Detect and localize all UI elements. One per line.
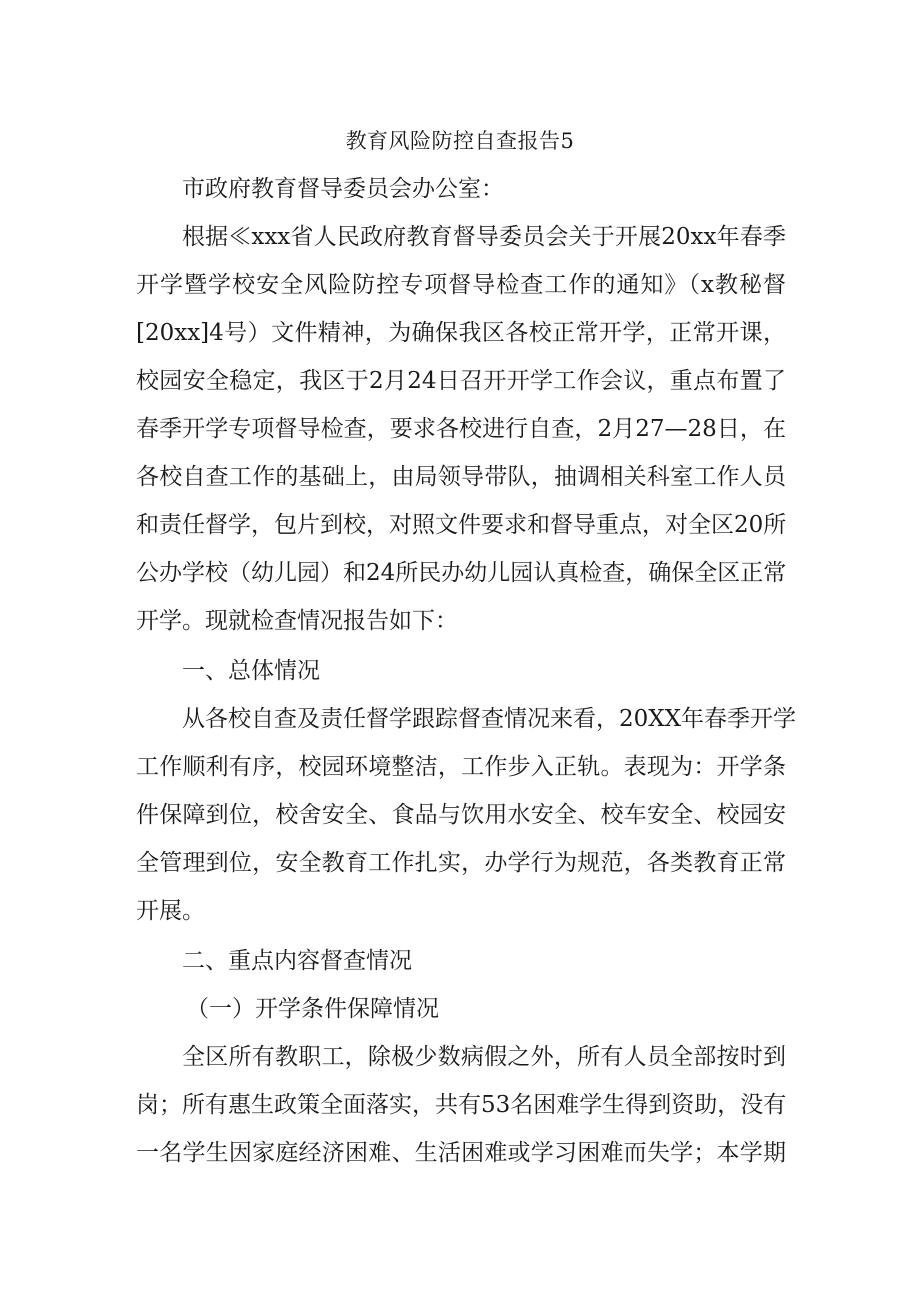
paragraph-line: 全区所有教职工，除极少数病假之外，所有人员全部按时到	[182, 1044, 786, 1070]
paragraph-line: [20xx]4号）文件精神，为确保我区各校正常开学，正常开课，	[136, 320, 786, 346]
paragraph-line: 春季开学专项督导检查，要求各校进行自查，2月27—28日，在	[136, 416, 786, 442]
paragraph-line: 全管理到位，安全教育工作扎实，办学行为规范，各类教育正常	[136, 850, 786, 876]
paragraph-line: 一名学生因家庭经济困难、生活困难或学习困难而失学；本学期	[136, 1140, 786, 1166]
paragraph-line: 根据≪xxx省人民政府教育督导委员会关于开展20xx年春季	[182, 224, 786, 250]
paragraph-line: 各校自查工作的基础上，由局领导带队，抽调相关科室工作人员	[136, 464, 786, 490]
paragraph-line: 开学暨学校安全风险防控专项督导检查工作的通知》（x教秘督	[136, 272, 786, 298]
paragraph-line: 件保障到位，校舍安全、食品与饮用水安全、校车安全、校园安	[136, 802, 786, 828]
paragraph-line: 公办学校（幼儿园）和24所民办幼儿园认真检查，确保全区正常	[136, 560, 787, 586]
section-heading: 二、重点内容督查情况	[182, 948, 412, 974]
paragraph-line: 开展。	[136, 898, 205, 924]
subsection-heading: （一）开学条件保障情况	[186, 996, 439, 1022]
paragraph-line: 工作顺利有序，校园环境整洁，工作步入正轨。表现为：开学条	[136, 754, 786, 780]
document-title: 教育风险防控自查报告5	[345, 129, 575, 153]
section-heading: 一、总体情况	[182, 658, 320, 684]
salutation: 市政府教育督导委员会办公室：	[182, 176, 504, 202]
paragraph-line: 和责任督学，包片到校，对照文件要求和督导重点，对全区20所	[136, 512, 787, 538]
paragraph-line: 从各校自查及责任督学跟踪督查情况来看，20XX年春季开学	[182, 706, 797, 732]
paragraph-line: 开学。现就检查情况报告如下：	[136, 608, 458, 634]
paragraph-line: 校园安全稳定，我区于2月24日召开开学工作会议，重点布置了	[136, 368, 786, 394]
paragraph-line: 岗；所有惠生政策全面落实，共有53名困难学生得到资助，没有	[136, 1092, 787, 1118]
